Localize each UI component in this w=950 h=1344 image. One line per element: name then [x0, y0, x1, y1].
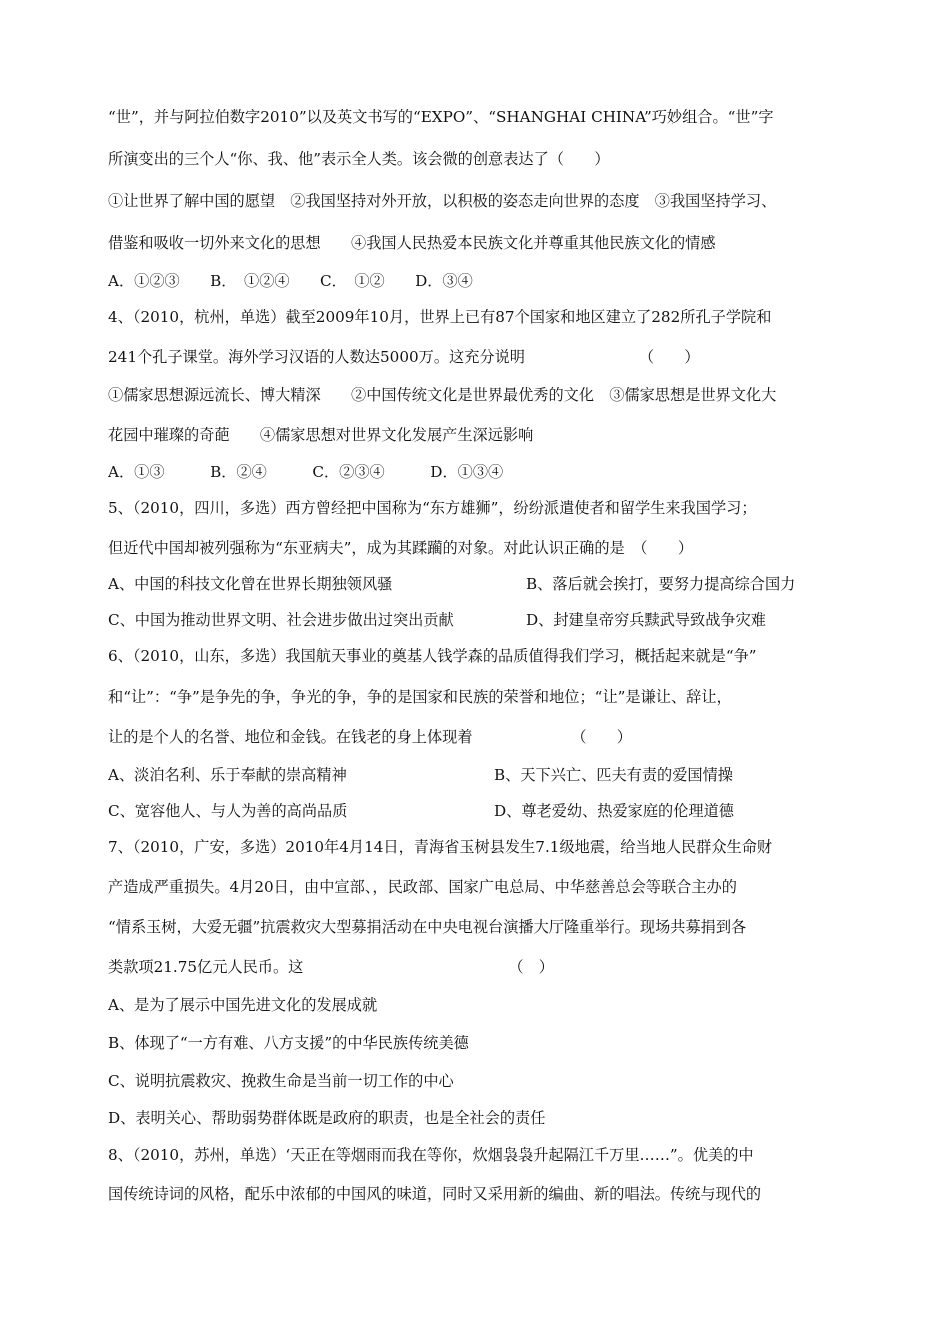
text-line: 让的是个人的名誉、地位和金钱。在钱老的身上体现着 （ ）: [108, 728, 632, 746]
text-line: “世”，并与阿拉伯数字2010”以及英文书写的“EXPO”、“SHANGHAI CHINA”巧妙组合。“世”字: [108, 108, 774, 126]
question-7: 7、（2010，广安，多选）2010年4月14日，青海省玉树县发生7.1级地震，给当地人民群众生命财: [108, 838, 773, 856]
answer-choices: A．①②③ B． ①②④ C． ①② D．③④: [108, 272, 473, 290]
text-line: 所演变出的三个人“你、我、他”表示全人类。该会微的创意表达了（ ）: [108, 150, 610, 168]
option-b: B、体现了“一方有难、八方支援”的中华民族传统美德: [108, 1034, 469, 1052]
option-c: C、中国为推动世界文明、社会进步做出过突出贡献: [108, 611, 454, 629]
text-line: ①儒家思想源远流长、博大精深 ②中国传统文化是世界最优秀的文化 ③儒家思想是世界文化大: [108, 386, 777, 404]
text-line: 借鉴和吸收一切外来文化的思想 ④我国人民热爱本民族文化并尊重其他民族文化的情感: [108, 234, 716, 252]
option-d: D、尊老爱幼、热爱家庭的伦理道德: [494, 802, 734, 820]
option-d: D、封建皇帝穷兵黩武导致战争灾难: [526, 611, 766, 629]
answer-choices: A．①③ B．②④ C．②③④ D．①③④: [108, 463, 504, 481]
text-line: 241个孔子课堂。海外学习汉语的人数达5000万。这充分说明 （ ）: [108, 348, 700, 366]
question-5: 5、（2010，四川，多选）西方曾经把中国称为“东方雄狮”，纷纷派遣使者和留学生来我国学习；: [108, 499, 757, 517]
text-line: “情系玉树，大爱无疆”抗震救灾大型募捐活动在中央电视台演播大厅隆重举行。现场共募捐到各: [108, 918, 747, 936]
text-line: 但近代中国却被列强称为“东亚病夫”，成为其蹂躏的对象。对此认识正确的是 （ ）: [108, 539, 694, 557]
option-c: C、宽容他人、与人为善的高尚品质: [108, 802, 348, 820]
text-line: 花园中璀璨的奇葩 ④儒家思想对世界文化发展产生深远影响: [108, 426, 534, 444]
text-line: ①让世界了解中国的愿望 ②我国坚持对外开放，以积极的姿态走向世界的态度 ③我国坚持学习、: [108, 192, 777, 210]
option-a: A、是为了展示中国先进文化的发展成就: [108, 996, 378, 1014]
option-a: A、淡泊名利、乐于奉献的崇高精神: [108, 766, 347, 784]
text-line: 类款项21.75亿元人民币。这 （ ）: [108, 958, 554, 976]
question-4: 4、（2010，杭州，单选）截至2009年10月，世界上已有87个国家和地区建立了282所孔子学院和: [108, 308, 772, 326]
text-line: 国传统诗词的风格，配乐中浓郁的中国风的味道，同时又采用新的编曲、新的唱法。传统与现代的: [108, 1185, 762, 1203]
option-b: B、落后就会挨打，要努力提高综合国力: [526, 575, 796, 593]
question-6: 6、（2010，山东，多选）我国航天事业的奠基人钱学森的品质值得我们学习，概括起来就是“争”: [108, 647, 757, 665]
option-d: D、表明关心、帮助弱势群体既是政府的职责，也是全社会的责任: [108, 1109, 546, 1127]
text-line: 和“让”：“争”是争先的争，争光的争，争的是国家和民族的荣誉和地位；“让”是谦让、辞让，: [108, 688, 732, 706]
text-line: 产造成严重损失。4月20日，由中宣部、，民政部、国家广电总局、中华慈善总会等联合主办的: [108, 878, 737, 896]
option-c: C、说明抗震救灾、挽救生命是当前一切工作的中心: [108, 1072, 454, 1090]
option-a: A、中国的科技文化曾在世界长期独领风骚: [108, 575, 393, 593]
question-8: 8、（2010，苏州，单选）‘天正在等烟雨而我在等你，炊烟袅袅升起隔江千万里……”。优美的中: [108, 1146, 754, 1164]
option-b: B、天下兴亡、匹夫有责的爱国情操: [494, 766, 733, 784]
